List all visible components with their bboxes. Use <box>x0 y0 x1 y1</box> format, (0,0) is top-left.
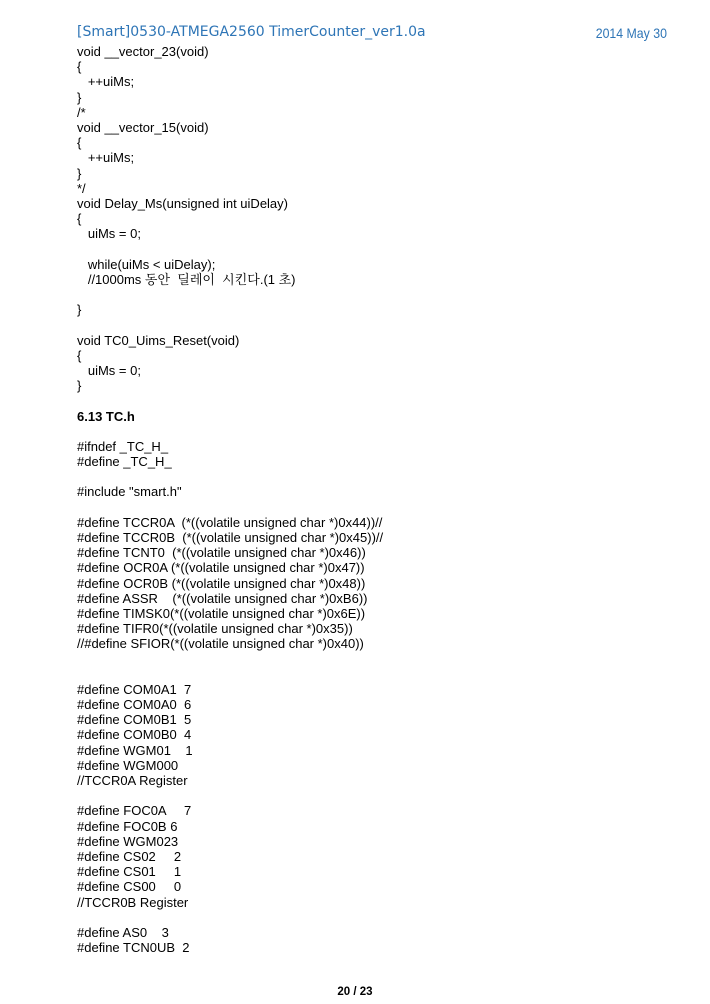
code-line: } <box>77 302 82 318</box>
code-line: #define FOC0A 7 <box>77 803 192 819</box>
code-line: void TC0_Uims_Reset(void) <box>77 332 240 348</box>
code-line <box>77 393 677 408</box>
code-line: #define _TC_H_ <box>77 454 172 470</box>
code-line: #include "smart.h" <box>77 484 182 500</box>
code-line: #define OCR0B (*((volatile unsigned char *)0x48)) <box>77 575 366 591</box>
code-line: } <box>77 89 82 105</box>
code-listing <box>77 44 677 955</box>
code-line <box>77 788 677 803</box>
code-line: } <box>77 165 82 181</box>
document-header-date: 2014 May 30 <box>595 25 667 41</box>
code-line: uiMs = 0; <box>77 362 141 378</box>
code-line <box>77 424 677 439</box>
code-line: //TCCR0B Register <box>77 894 189 910</box>
code-line: #define AS0 3 <box>77 924 169 940</box>
code-line: #define WGM01 1 <box>77 742 193 758</box>
code-line: void __vector_15(void) <box>77 119 209 135</box>
code-line: //#define SFIOR(*((volatile unsigned char *)0x40)) <box>77 636 364 652</box>
code-line: #define COM0A0 6 <box>77 697 192 713</box>
code-line: void Delay_Ms(unsigned int uiDelay) <box>77 195 288 211</box>
code-line: #define TIFR0(*((volatile unsigned char *)0x35)) <box>77 621 353 637</box>
code-line <box>77 287 677 302</box>
code-line <box>77 469 677 484</box>
code-line: ++uiMs; <box>77 74 135 90</box>
code-line: { <box>77 347 82 363</box>
section-heading: 6.13 TC.h <box>77 408 135 424</box>
code-line: uiMs = 0; <box>77 226 141 242</box>
code-line: #define TIMSK0(*((volatile unsigned char *)0x6E)) <box>77 605 366 621</box>
code-line: #define CS00 0 <box>77 879 182 895</box>
code-line <box>77 500 677 515</box>
code-line: //TCCR0A Register <box>77 773 188 788</box>
code-line: #ifndef _TC_H_ <box>77 438 169 454</box>
code-line <box>77 667 677 682</box>
code-line: #define OCR0A (*((volatile unsigned char *)0x47)) <box>77 560 365 576</box>
code-line: void __vector_23(void) <box>77 44 209 59</box>
page-number: 20 / 23 <box>337 986 373 998</box>
code-line: { <box>77 59 82 75</box>
code-line: #define TCN0UB 2 <box>77 940 190 956</box>
code-line <box>77 652 677 667</box>
code-line: #define COM0B1 5 <box>77 712 192 728</box>
code-line: #define COM0B0 4 <box>77 727 192 743</box>
code-line: { <box>77 211 82 227</box>
code-line <box>77 317 677 332</box>
code-line: while(uiMs < uiDelay); <box>77 256 216 272</box>
code-line: #define ASSR (*((volatile unsigned char *)0xB6)) <box>77 590 368 606</box>
code-line <box>77 910 677 925</box>
code-line: #define WGM023 <box>77 833 179 849</box>
code-line: #define TCCR0A (*((volatile unsigned char *)0x44))// <box>77 514 383 530</box>
code-line: */ <box>77 180 86 196</box>
code-line: /* <box>77 104 86 120</box>
code-line: ++uiMs; <box>77 150 135 166</box>
code-line: #define CS02 2 <box>77 848 182 864</box>
code-line <box>77 241 677 256</box>
code-line: #define CS01 1 <box>77 864 182 880</box>
code-line: #define FOC0B 6 <box>77 818 178 834</box>
document-header-title: [Smart]0530-ATMEGA2560 TimerCounter_ver1.0a <box>77 24 426 40</box>
code-line: #define TCNT0 (*((volatile unsigned char *)0x46)) <box>77 545 366 561</box>
code-line: } <box>77 378 82 394</box>
code-line: #define COM0A1 7 <box>77 681 192 697</box>
code-line: { <box>77 135 82 151</box>
code-line: #define WGM000 <box>77 757 179 773</box>
code-line: #define TCCR0B (*((volatile unsigned char *)0x45))// <box>77 530 384 545</box>
code-line: //1000ms 동안 딜레이 시킨다.(1 초) <box>77 271 296 287</box>
